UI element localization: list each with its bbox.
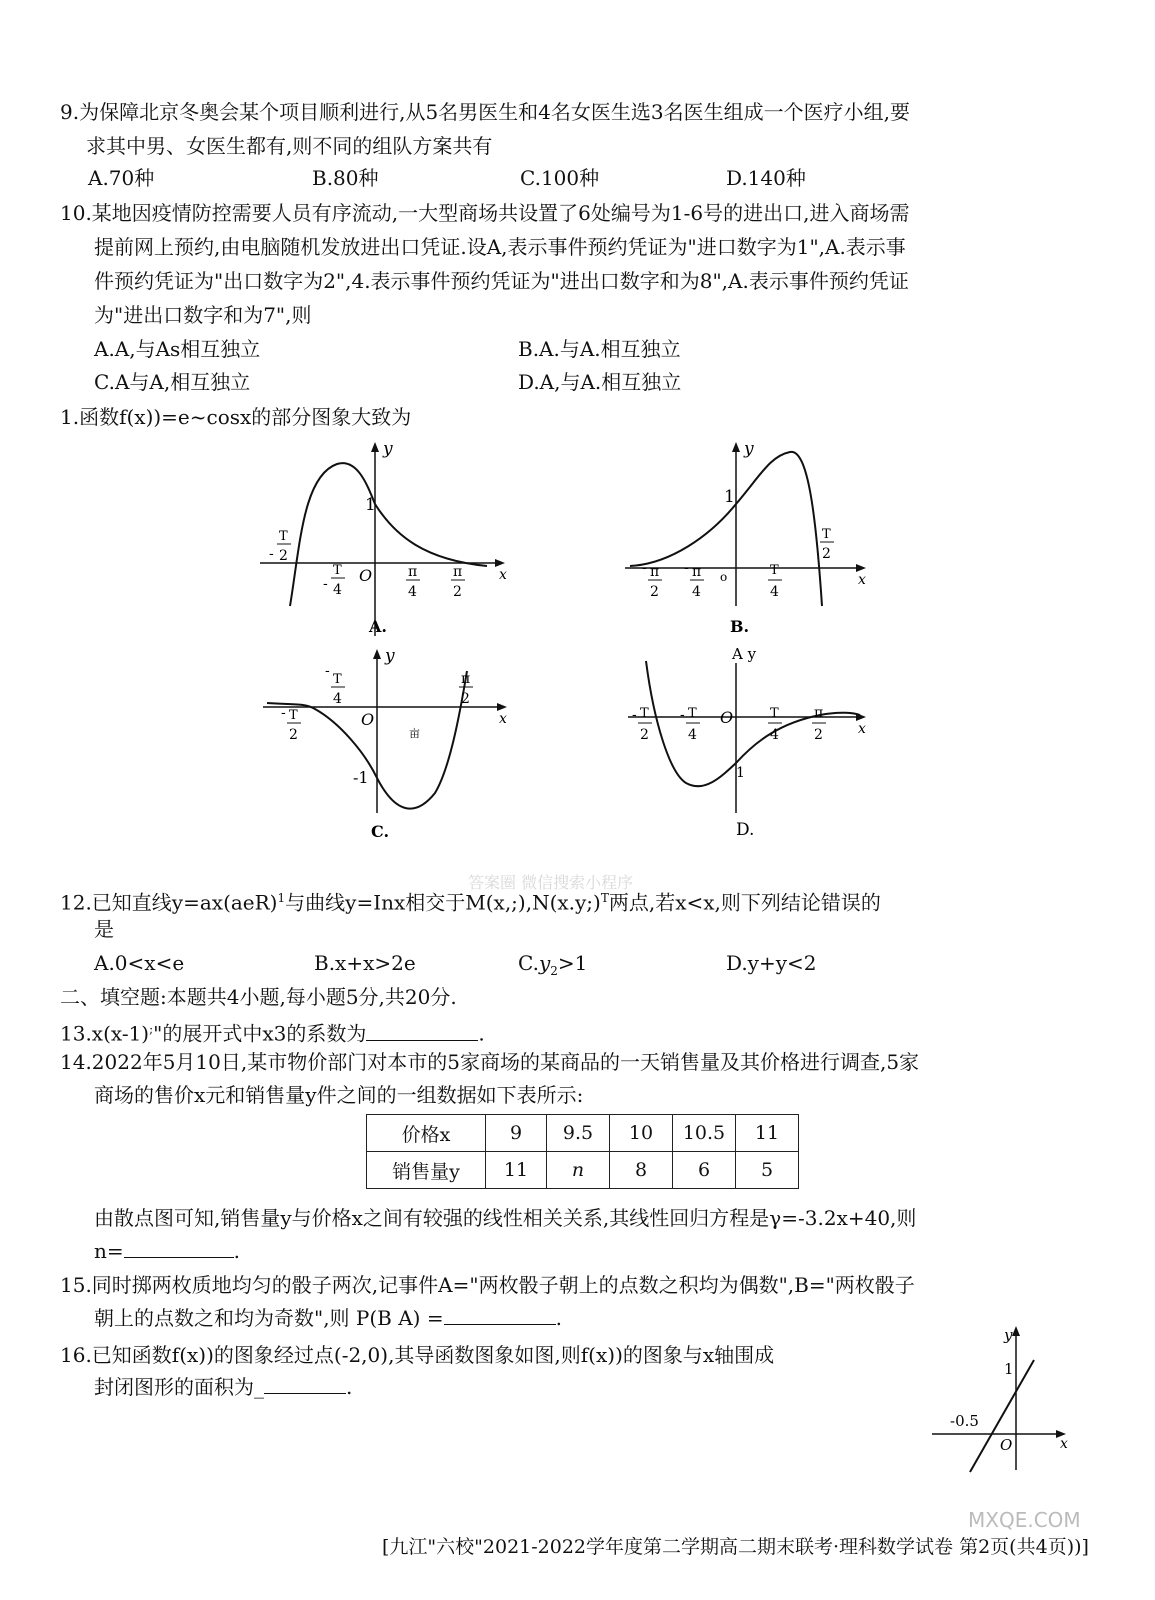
q16-one: 1 xyxy=(1004,1360,1014,1378)
graph-b-tick-minus-pi4: - xyxy=(684,560,689,576)
graph-a-y-label: y xyxy=(383,439,393,459)
graph-a-tick-2: 2 xyxy=(279,548,288,564)
q9-option-a: A.70种 xyxy=(88,166,155,190)
q14-line2: 商场的售价x元和销售量y件之间的一组数据如下表所示: xyxy=(94,1083,584,1107)
graph-d-label: D. xyxy=(736,820,755,840)
graph-c-y-arrow xyxy=(373,649,381,659)
graph-a-tick-2b: 2 xyxy=(453,584,462,600)
q14-data-table xyxy=(366,1114,799,1189)
q14-line1: 14.2022年5月10日,某市物价部门对本市的5家商场的某商品的一天销售量及其价格进行调查,5家 xyxy=(60,1050,920,1074)
graph-a-tick-minus: - xyxy=(269,546,274,562)
page-footer: [九江"六校"2021-2022学年度第二学期高二期末联考·理科数学试卷 第2页(共4页))] xyxy=(382,1536,1089,1558)
q16-end: . xyxy=(346,1375,353,1399)
graph-b-tick-4: 4 xyxy=(692,584,701,600)
graph-b-label: B. xyxy=(730,617,750,636)
graph-a-origin: O xyxy=(359,566,373,585)
graph-a-y-arrow xyxy=(371,442,379,452)
q15-answer-blank[interactable] xyxy=(444,1304,556,1325)
table-cell: 价格x xyxy=(367,1115,486,1152)
q9-line1: 9.为保障北京冬奥会某个项目顺利进行,从5名男医生和4名女医生选3名医生组成一个医疗小组,要 xyxy=(60,100,910,124)
q9-option-b: B.80种 xyxy=(312,166,379,190)
graph-c-tick-minus-t2: - xyxy=(281,705,286,721)
q10-line3: 件预约凭证为"出口数字为2",4.表示事件预约凭证为"进出口数字和为8",A.表示事件预约凭证 xyxy=(94,269,909,293)
q11-graph-d xyxy=(620,643,890,843)
q11-stem: 1.函数f(x))=e~cosx的部分图象大致为 xyxy=(60,405,412,429)
graph-d-tick-2r: 2 xyxy=(814,727,823,743)
q16-x-label: x xyxy=(1060,1436,1068,1452)
q16-y-arrow xyxy=(1012,1326,1020,1336)
graph-d-tick-minus-t2: - xyxy=(632,707,637,723)
graph-c-tick-2b: 2 xyxy=(461,691,470,707)
table-cell: n xyxy=(547,1152,610,1189)
graph-d-tick-2: 2 xyxy=(640,727,649,743)
q15-end: . xyxy=(555,1306,562,1330)
q12-line1-c: 两点,若x<x,则下列结论错误的 xyxy=(608,890,881,915)
q12-line2: 是 xyxy=(94,917,114,941)
graph-c-tick-t2: T xyxy=(289,708,298,723)
graph-d-origin: O xyxy=(720,708,734,727)
graph-b-tick-pi4: π xyxy=(692,564,702,580)
q11-graph-c xyxy=(255,643,525,843)
q13 xyxy=(60,1014,485,1049)
q16-line2 xyxy=(94,1372,352,1402)
graph-b-tick-minus-pi2: - xyxy=(642,560,647,576)
q16-neg-half: -0.5 xyxy=(950,1412,979,1430)
section-2-heading: 二、填空题:本题共4小题,每小题5分,共20分. xyxy=(60,985,457,1009)
graph-d-tick-minus-t4: - xyxy=(680,707,685,723)
q10-option-c: C.A与A,相互独立 xyxy=(94,370,251,394)
q16-text: 封闭图形的面积为_ xyxy=(94,1375,264,1399)
q14-line4 xyxy=(94,1236,240,1266)
graph-b-one: 1 xyxy=(724,487,735,507)
table-row xyxy=(367,1152,799,1189)
graph-a-tick-t2: T xyxy=(333,563,342,578)
graph-b-y-arrow xyxy=(732,442,740,452)
graph-c-tick-pi2: π xyxy=(461,671,471,687)
q10-option-a: A.A,与As相互独立 xyxy=(94,337,261,361)
q10-line1: 10.某地因疫情防控需要人员有序流动,一大型商场共设置了6处编号为1-6号的进出口,进入商场需 xyxy=(60,201,910,225)
table-cell: 10.5 xyxy=(673,1115,736,1152)
graph-a-tick-t-top: T xyxy=(279,529,288,544)
q9-option-d: D.140种 xyxy=(726,166,806,190)
graph-a-tick-pi2: π xyxy=(453,564,463,580)
graph-a-x-label: x xyxy=(499,567,507,583)
site-watermark: MXQE.COM xyxy=(968,1508,1081,1532)
q10-line4: 为"进出口数字和为7",则 xyxy=(94,303,312,327)
q14-end: . xyxy=(233,1239,240,1263)
q16-derivative-graph xyxy=(930,1322,1080,1472)
q9-option-c: C.100种 xyxy=(520,166,600,190)
graph-b-tick-t4: T xyxy=(770,563,779,578)
q12-option-c xyxy=(518,948,587,986)
table-cell: 销售量y xyxy=(367,1152,486,1189)
q10-option-d: D.A,与A.相互独立 xyxy=(518,370,682,394)
graph-b-small-o: o xyxy=(720,570,728,584)
graph-c-tick-t4: T xyxy=(333,672,342,687)
q11-graph-b xyxy=(620,436,890,646)
graph-c-tick-2: 2 xyxy=(289,727,298,743)
faint-watermark-stamp: 答案圈 微信搜索小程序 xyxy=(468,873,634,892)
graph-d-tick-t4r: T xyxy=(770,706,779,721)
graph-a-tick-4: 4 xyxy=(333,582,342,598)
graph-c-tick-minus-t4: - xyxy=(325,663,330,679)
graph-d-one: 1 xyxy=(736,765,745,781)
q16-origin: O xyxy=(1000,1436,1013,1454)
table-cell: 11 xyxy=(486,1152,547,1189)
q13-expr: 13.x(x-1) xyxy=(60,1021,150,1046)
q14-answer-blank[interactable] xyxy=(124,1237,234,1258)
q12-option-a: A.0<x<e xyxy=(94,951,185,975)
q14-line3: 由散点图可知,销售量y与价格x之间有较强的线性相关关系,其线性回归方程是γ=-3.2x+40,则 xyxy=(94,1206,917,1230)
graph-d-tick-pi2: π xyxy=(814,705,824,721)
q10-line2: 提前网上预约,由电脑随机发放进出口凭证.设A,表示事件预约凭证为"进口数字为1",A.表示事 xyxy=(94,235,906,259)
q12-option-c-rest: >1 xyxy=(557,951,588,975)
graph-b-tick-2r: 2 xyxy=(822,546,831,562)
table-cell: 6 xyxy=(673,1152,736,1189)
graph-b-x-label: x xyxy=(858,572,866,588)
graph-a-tick-4b: 4 xyxy=(408,584,417,600)
q12-sup1: 1 xyxy=(277,891,286,905)
graph-b-tick-2: 2 xyxy=(650,584,659,600)
q15-line1: 15.同时掷两枚质地均匀的骰子两次,记事件A="两枚骰子朝上的点数之积均为偶数",B="两枚骰子 xyxy=(60,1273,915,1297)
graph-b-tick-4b: 4 xyxy=(770,584,779,600)
graph-b-x-arrow xyxy=(856,564,866,572)
q12-sup2: T xyxy=(600,891,609,905)
q15-line2 xyxy=(94,1303,562,1333)
table-cell: 5 xyxy=(736,1152,799,1189)
graph-c-y-label: y xyxy=(385,646,395,666)
graph-d-curve xyxy=(646,661,860,786)
q12-option-b: B.x+x>2e xyxy=(314,951,416,975)
graph-d-tick-4r: 4 xyxy=(770,727,779,743)
table-cell: 11 xyxy=(736,1115,799,1152)
q12-line1-b: 与曲线y=Inx相交于M(x,;),N(x.y;) xyxy=(285,890,601,915)
q16-line1: 16.已知函数f(x))的图象经过点(-2,0),其导函数图象如图,则f(x))的图象与x轴围成 xyxy=(60,1343,775,1367)
graph-d-x-label: x xyxy=(858,721,866,737)
graph-b-tick-pi2: π xyxy=(650,564,660,580)
graph-c-x-label: x xyxy=(499,711,507,727)
q16-derivative-line xyxy=(970,1360,1034,1472)
graph-d-tick-4: 4 xyxy=(688,727,697,743)
q12-option-c-prefix: C. xyxy=(518,951,539,975)
q14-n-label: n= xyxy=(94,1239,124,1263)
graph-d-y-label: A y xyxy=(732,645,757,663)
graph-c-label: C. xyxy=(371,822,390,841)
q12-option-c-var: y xyxy=(538,951,551,975)
table-cell: 9 xyxy=(486,1115,547,1152)
graph-a-x-arrow xyxy=(495,559,505,567)
table-cell: 9.5 xyxy=(547,1115,610,1152)
q13-answer-blank[interactable] xyxy=(366,1020,478,1041)
q12-line1-a: 12.已知直线y=ax(aeR) xyxy=(60,890,278,915)
graph-c-origin: O xyxy=(361,710,375,729)
graph-a-tick-pi4: π xyxy=(408,564,418,580)
q9-line2: 求其中男、女医生都有,则不同的组队方案共有 xyxy=(86,134,493,158)
q12-option-c-sub: 2 xyxy=(550,964,558,978)
q11-graph-a xyxy=(255,436,525,646)
graph-c-x-arrow xyxy=(497,703,507,711)
graph-d-tick-t2: T xyxy=(640,706,649,721)
q16-y-label: y xyxy=(1004,1326,1013,1344)
graph-b-y-label: y xyxy=(744,439,754,459)
q13-mark: ; xyxy=(149,1022,154,1036)
graph-a-label: A. xyxy=(369,617,387,636)
table-cell: 8 xyxy=(610,1152,673,1189)
graph-a-one: 1 xyxy=(365,495,376,515)
q13-text: "的展开式中x3的系数为 xyxy=(153,1021,367,1046)
q15-text: 朝上的点数之和均为奇数",则 P(B A) = xyxy=(94,1306,444,1330)
q12-option-d: D.y+y<2 xyxy=(726,951,817,975)
graph-c-stray: 亩 xyxy=(409,727,420,740)
table-row xyxy=(367,1115,799,1152)
graph-c-tick-4: 4 xyxy=(333,691,342,707)
graph-b-tick-t-right: T xyxy=(822,527,831,542)
graph-a-tick-minus2: - xyxy=(323,576,328,592)
q16-answer-blank[interactable] xyxy=(264,1373,346,1394)
q13-end: . xyxy=(478,1021,485,1046)
graph-d-tick-t4: T xyxy=(688,706,697,721)
table-cell: 10 xyxy=(610,1115,673,1152)
q10-option-b: B.A.与A.相互独立 xyxy=(518,337,681,361)
graph-c-neg-one: -1 xyxy=(353,768,369,787)
